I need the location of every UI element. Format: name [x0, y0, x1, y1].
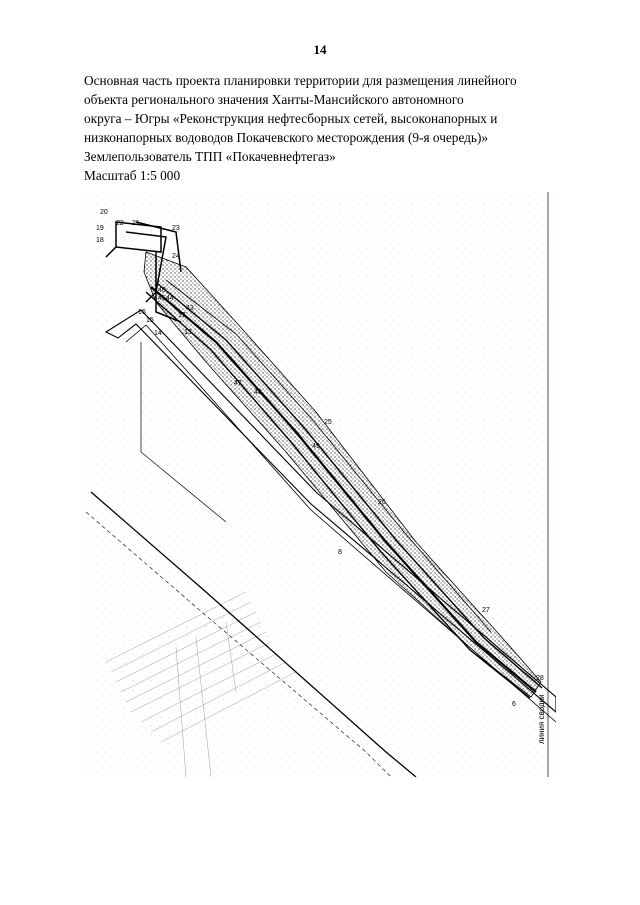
title-line: объекта регионального значения Ханты-Мансийского автономного [84, 92, 464, 107]
page-number: 14 [313, 42, 327, 57]
point-label: 45 [158, 295, 166, 302]
land-user-line: Землепользователь ТПП «Покачевнефтегаз» [84, 149, 336, 164]
point-label: 20 [100, 209, 108, 216]
point-label: 44 [166, 295, 174, 302]
point-label: 15 [146, 317, 154, 324]
point-label: 22 [116, 220, 124, 227]
point-label: 43 [186, 305, 194, 312]
point-label: 21 [132, 220, 140, 227]
point-label: 24 [172, 253, 180, 260]
point-label: 25 [324, 419, 332, 426]
point-label: 6 [512, 701, 516, 708]
title-line: низконапорных водоводов Покачевского месторождения (9-я очередь)» [84, 130, 489, 145]
document-heading [84, 71, 584, 185]
point-label: 48 [254, 389, 262, 396]
planning-map [86, 192, 556, 777]
point-label: 28 [536, 675, 544, 682]
point-label: 47 [234, 380, 242, 387]
scale-line: Масштаб 1:5 000 [84, 168, 181, 183]
point-label: 17 [178, 312, 186, 319]
point-label: 18 [96, 237, 104, 244]
match-line-label: линия сводки [537, 694, 546, 744]
point-label: 23 [172, 225, 180, 232]
title-line: округа – Югры «Реконструкция нефтесборных сетей, высоконапорных и [84, 111, 498, 126]
point-label: 40 [158, 287, 166, 294]
point-label: 49 [312, 443, 320, 450]
point-label: 16 [138, 309, 146, 316]
point-label: 27 [482, 607, 490, 614]
point-label: 14 [154, 330, 162, 337]
point-label: 8 [338, 549, 342, 556]
point-label: 13 [184, 329, 192, 336]
point-label: 26 [378, 499, 386, 506]
title-line: Основная часть проекта планировки территории для размещения линейного [84, 73, 517, 88]
point-label: 19 [96, 225, 104, 232]
planning-map-drawing [86, 192, 556, 777]
